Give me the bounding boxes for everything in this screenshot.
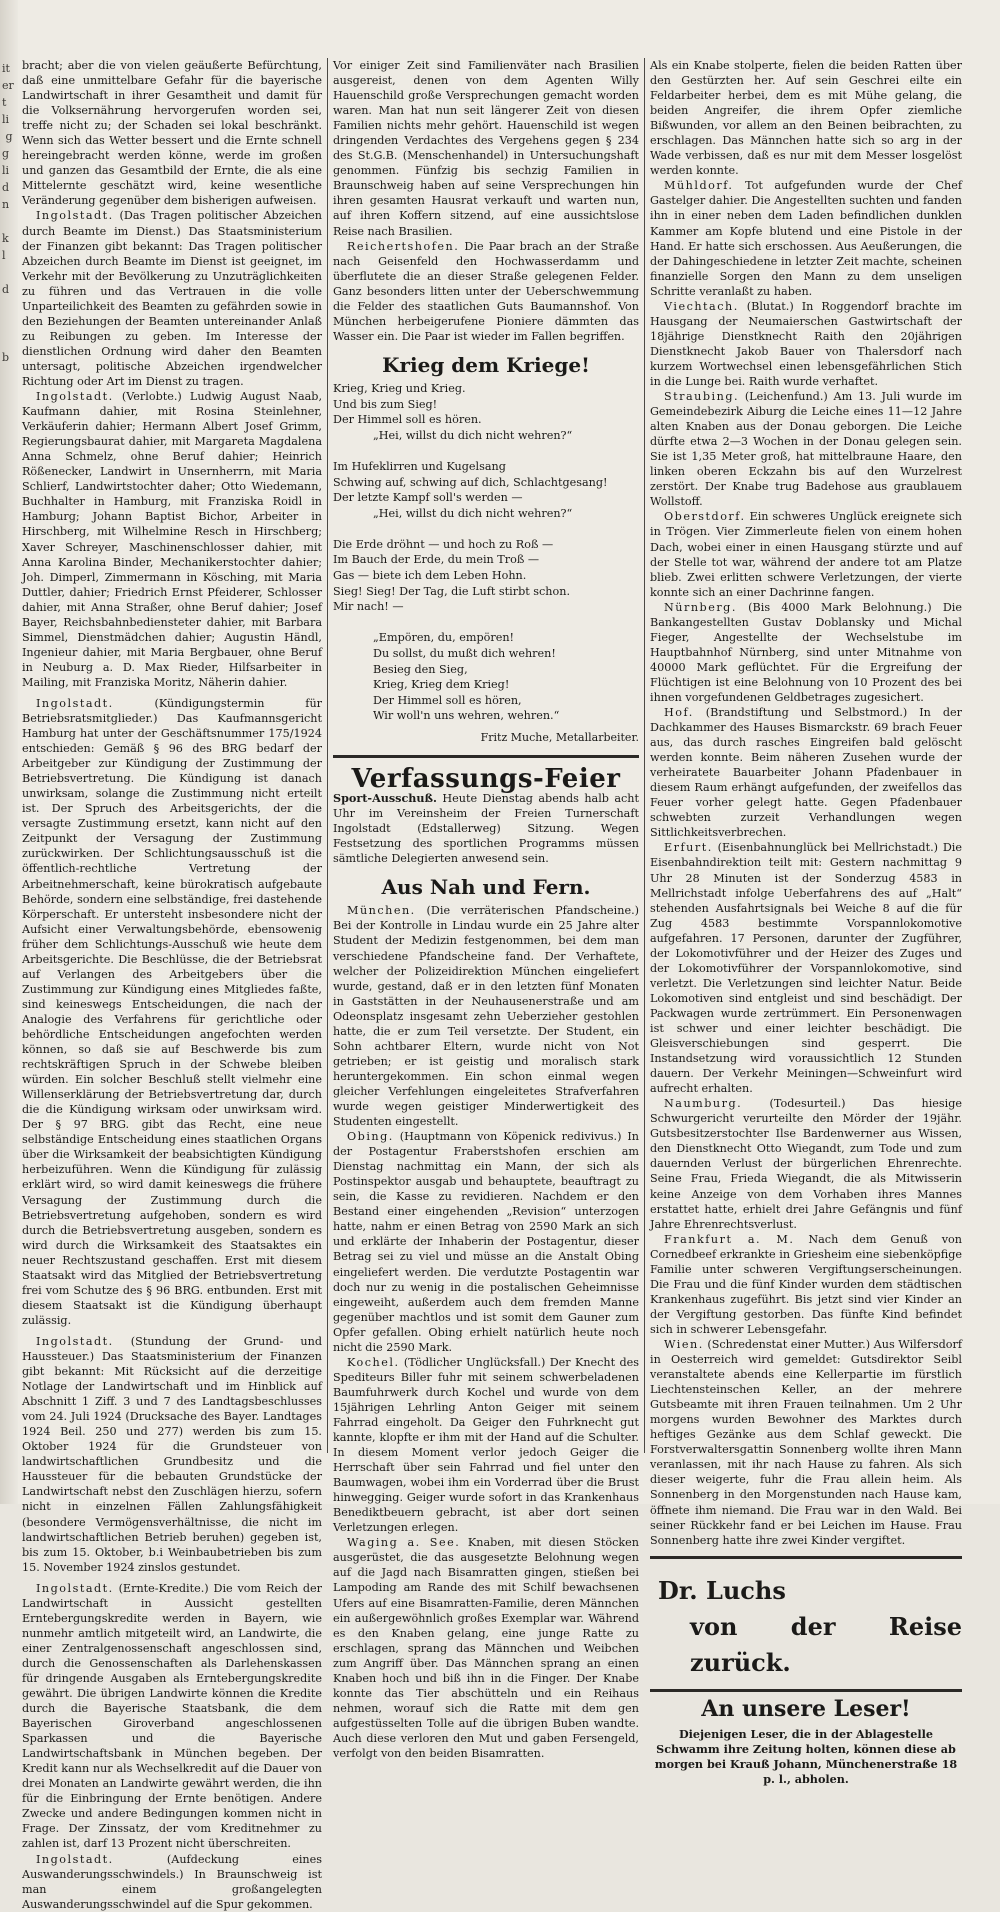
dateline: Oberstdorf. — [664, 510, 746, 524]
section-heading: Verfassungs-Feier — [351, 764, 621, 795]
column-2 — [333, 58, 639, 1760]
dateline: Ingolstadt. — [36, 696, 114, 710]
article-text: (Das Tragen politischer Abzeichen durch Beamte im Dienst.) Das Staatsministerium der Finanzen gibt bekannt: Das Tragen politischer Abzeichen durch Beamte im Dienst ist geeignet, im Verkehr mit der Bevölkerung zu Unzuträglichkeiten zu führen und das Vertrauen in die volle Unparteilichkeit des Beamten zu gefährden sowie in den Beziehungen der Beamten untereinander Anlaß zu Reibungen zu geben. Im Interesse der dienstlichen Ordnung wird daher den Beamten untersagt, politische Abzeichen irgendwelcher Richtung oder Art im Dienst zu tragen. — [22, 209, 322, 388]
dateline: Mühldorf. — [664, 179, 734, 193]
binding-edge — [0, 0, 18, 1504]
article-text: (Verlobte.) Ludwig August Naab, Kaufmann dahier, mit Rosina Steinlehner, Verkäuferin dahier; Hermann Albert Josef Grimm, Regierungsbaurat dahier, mit Margareta Magdalena Anna Schmelz, ohne Beruf dahier; Heinrich Rößenecker, Landwirt in Unsernherrn, mit Maria Schlierf, Landwirtstochter daher; Otto Wiedemann, Buchhalter in Hamburg, mit Franziska Roidl in Hamburg; Johann Baptist Bichor, Arbeiter in Hirschberg, mit Wilhelmine Resch in Hirschberg; Xaver Schreyer, Maschinenschlosser dahier, mit Anna Karolina Binder, Mechanikerstochter dahier; Joh. Dimperl, Zimmermann in Kösching, mit Maria Duttler, dahier; Friedrich Ernst Pfeiderer, Schlosser dahier, mit Anna Straßer, ohne Beruf dahier; Josef Bayer, Reichsbahnbediensteter dahier, mit Barbara Simmel, Dienstmädchen dahier; Augustin Händl, Ingenieur dahier, mit Maria Bergbauer, ohne Beruf in Neuburg a. D. Max Rieder, Hilfsarbeiter in Mailing, mit Franziska Moritz, Näherin dahier. — [22, 390, 322, 689]
poem-line: Die Erde dröhnt — und hoch zu Roß — — [333, 537, 554, 551]
poem-line: Besieg den Sieg, — [373, 662, 468, 676]
poem-line: Der Himmel soll es hören, — [373, 693, 522, 707]
column-divider — [327, 58, 328, 1453]
article-text: (Eisenbahnunglück bei Mellrichstadt.) Die Eisenbahndirektion teilt mit: Gestern nachmittag 9 Uhr 28 Minuten ist der Sonderzug 4583 in Mellrichstadt infolge Ueberfahrens des auf „Halt“ stehenden Ausfahrtsignals bei Weiche 8 auf die für Zug 4583 bestimmte Vorspannlokomotive aufgefahren. 17 Personen, darunter der Zugführer, der Lokomotivführer und der Heizer des Zuges und der Lokomotivführer der Vorspannlokomotive, sind verletzt. Die Verletzungen sind leichter Natur. Beide Lokomotiven sind entgleist und sind beschädigt. Der Packwagen wurde zertrümmert. Ein Personenwagen ist schwer und einer leichter beschädigt. Die Gleisverschiebungen sind gesperrt. Die Instandsetzung wird voraussichtlich 12 Stunden dauern. Der Verkehr Meiningen—Schweinfurt wird aufrecht erhalten. — [650, 841, 962, 1096]
poem-line — [333, 521, 639, 537]
article-text: (Stundung der Grund- und Haussteuer.) Das Staatsministerium der Finanzen gibt bekannt: Mit Rücksicht auf die derzeitige Notlage der Landwirtschaft und im Hinblick auf Abschnitt 1 Ziff. 3 und 7 des Landtagsbeschlusses vom 24. Juli 1924 (Drucksache des Bayer. Landtages 1924 Beil. 250 und 277) werden bis zum 15. Oktober 1924 für die Grundsteuer von landwirtschaftlichen Grundbesitz und die Haussteuer für die bebauten Grundstücke der Landwirtschaft nebst den Zuschlägen hierzu, sofern nicht in einzelnen Fällen Zahlungsfähigkeit (besondere Vermögensverhältnisse, die nicht im landwirtschaftlichen Betrieb beruhen) gegeben ist, bis zum 15. Oktober, b.i Weinbaubetrieben bis zum 15. November 1924 zinslos gestundet. — [22, 1334, 322, 1574]
edge-fragments: it er t li g g li d n k l d b — [2, 62, 14, 364]
article-text: Die Paar brach an der Straße nach Geisenfeld den Hochwasserdamm und überflutete die an dieser Straße gelegenen Felder. Ganz besonders litten unter der Ueberschwemmung die Felder des staatlichen Guts Baumannshof. Von München herbeigerufene Pioniere dämmten das Wasser ein. Die Paar ist wieder im Fallen begriffen. — [333, 239, 639, 343]
article-paragraph — [333, 903, 639, 1129]
article-paragraph — [650, 1337, 962, 1548]
section-rule — [333, 755, 639, 758]
poem-line: Schwing auf, schwing auf dich, Schlachtgesang! — [333, 475, 608, 489]
article-paragraph — [333, 239, 639, 344]
article-paragraph — [22, 1334, 322, 1575]
column-3 — [650, 58, 963, 1786]
poem-line: Der Himmel soll es hören. — [333, 413, 482, 427]
dateline: Straubing. — [664, 390, 740, 404]
dateline: Ingolstadt. — [36, 1581, 114, 1595]
announcement-lead: Sport-Ausschuß. — [333, 791, 437, 806]
article-paragraph — [22, 1581, 322, 1852]
dateline: Hof. — [664, 706, 694, 720]
poem-line: Im Hufeklirren und Kugelsang — [333, 459, 506, 473]
poem-line — [333, 443, 639, 459]
article-text: (Ernte-Kredite.) Die vom Reich der Landwirtschaft in Aussicht gestellten Erntebergungskredite werden in Bayern, wie nunmehr amtlich mitgeteilt wird, an Landwirte, die einer Zentralgenossenschaft angeschlossen sind, durch die Genossenschaften als Darlehenskassen für dringende Ausgaben als Erntebergungskredite gewährt. Die übrigen Landwirte können die Kredite durch die Bayerische Staatsbank, die dem Bayerischen Giroverband angeschlossenen Sparkassen und die Bayerische Landwirtschaftsbank in München begeben. Der Kredit kann nur als Wechselkredit auf die Dauer von drei Monaten an Landwirte gewährt werden, die ihn für die Einbringung der Ernte benötigen. Andere Zwecke und andere Bedingungen kommen nicht in Frage. Der Zinssatz, der vom Kreditnehmer zu zahlen ist, darf 13 Prozent nicht überschreiten. — [22, 1581, 322, 1851]
poem-title: Krieg dem Kriege! — [382, 352, 590, 377]
dateline: Wien. — [664, 1337, 704, 1351]
poem-line: „Empören, du, empören! — [373, 631, 515, 645]
article-paragraph — [650, 299, 962, 389]
poem-line: Sieg! Sieg! Der Tag, die Luft stirbt schon. — [333, 584, 571, 598]
poem-line: Krieg, Krieg dem Krieg! — [373, 678, 510, 692]
dateline: Naumburg. — [664, 1097, 743, 1111]
article-paragraph — [333, 1535, 639, 1761]
dateline: Waging a. See. — [347, 1536, 461, 1550]
dateline: Erfurt. — [664, 841, 713, 855]
dateline: Ingolstadt. — [36, 1852, 114, 1866]
poem-line — [333, 615, 639, 631]
advertisement-line: von der Reise zurück. — [690, 1611, 962, 1677]
article-text: (Kündigungstermin für Betriebsratsmitglieder.) Das Kaufmannsgericht Hamburg hat unter der Geschäftsnummer 175/1924 entschieden: Gemäß § 96 des BRG bedarf der Arbeitgeber zur Kündigung der Zustimmung der Betriebsvertretung. Die Kündigung ist danach unwirksam, solange die Zustimmung nicht erteilt ist. Der Spruch des Arbeitsgerichts, der die versagte Zustimmung ersetzt, kann nicht auf den Zeitpunkt der Versagung der Zustimmung zurückwirken. Der Schlichtungsausschuß ist die öffentlich-rechtliche Vertretung der Arbeitnehmerschaft, keine bürokratisch aufgebaute Behörde, sondern eine selbständige, frei dastehende Körperschaft. Er untersteht insbesondere nicht der Aufsicht einer Verwaltungsbehörde, ebensowenig früher dem Schlichtungs-Ausschuß wie heute dem Arbeitsgerichte. Die Beschlüsse, die der Betriebsrat auf Verlangen des Arbeitgebers über die Zustimmung zur Kündigung eines Mitgliedes faßte, sind keineswegs Entscheidungen, die nach der Analogie des Verfahrens für gerichtliche oder behördliche Entscheidungen angefochten werden können, so daß sie auf Beschwerde bis zum rechtskräftigen Spruch in der Schwebe bleiben würden. Ein solcher Beschluß stellt vielmehr eine Willenserklärung der Betriebsvertretung dar, durch die die Kündigung wirksam oder unwirksam wird. Der § 97 BRG. gibt das Recht, eine neue selbständige Entscheidung eines staatlichen Organs über die Wirksamkeit der beabsichtigten Kündigung herbeizuführen. Wenn die Kündigung für zulässig erklärt wird, so wird damit keineswegs die frühere Versagung der Zustimmung durch die Betriebsvertretung aufgehoben, sondern es wird durch die Betriebsvertretung ausgeben, sondern es wird durch die Wirksamkeit des Staatsaktes ein neuer Rechtszustand geschaffen. Erst mit diesem Staatsakt wird das Mitglied der Betriebsvertretung frei vom Schutze des § 96 BRG. entbunden. Erst mit diesem Staatsakt ist die Kündigung überhaupt zulässig. — [22, 696, 322, 1327]
dateline: München. — [347, 904, 416, 918]
article-paragraph — [650, 178, 962, 298]
poem-line: Im Bauch der Erde, du mein Troß — — [333, 553, 540, 567]
dateline: Frankfurt a. M. — [664, 1232, 795, 1246]
column-1 — [22, 58, 322, 1911]
article-text: Tot aufgefunden wurde der Chef Gastelger dahier. Die Angestellten suchten und fanden ihn in einer neben dem Laden befindlichen dunklen Kammer am Kopfe blutend und eine Pistole in der Hand. Er hatte sich erschossen. Aus Aeußerungen, die der Dahingeschiedene in letzter Zeit machte, scheinen finanzielle Sorgen den Mann zu dem unseligen Schritte veranlaßt zu haben. — [650, 179, 962, 298]
article-text: Nach dem Genuß von Cornedbeef erkrankte in Griesheim eine siebenköpfige Familie unter schweren Vergiftungserscheinungen. Die Frau und die fünf Kinder wurden dem städtischen Krankenhaus zugeführt. Bis jetzt sind vier Kinder an der Vergiftung gestorben. Das fünfte Kind befindet sich in schwerer Lebensgefahr. — [650, 1232, 962, 1336]
poem-line: Der letzte Kampf soll's werden — — [333, 491, 523, 505]
advertisement-line: Dr. Luchs — [658, 1575, 786, 1605]
article-paragraph — [650, 1096, 962, 1231]
article-text: (Hauptmann von Köpenick redivivus.) In der Postagentur Fraberstshofen erschien am Dienstag nachmittag ein Mann, der sich als Postinspektor ausgab und behauptete, beauftragt zu sein, die Kasse zu revidieren. Nachdem er den Bestand einer eingehenden „Revision“ unterzogen hatte, nahm er einen Betrag von 2590 Mark an sich und erklärte der Inhaberin der Postagentur, dieser Betrag sei zu viel und müsse an die Anstalt Obing eingeliefert werden. Die verdutzte Postagentin war doch nur zu wenig in die postalischen Geheimnisse eingeweiht, außerdem auch dem fremden Manne gegenüber machtlos und ist somit dem Gauner zum Opfer gefallen. Obing erhielt natürlich heute noch nicht die 2590 Mark. — [333, 1130, 639, 1354]
article-paragraph: Vor einiger Zeit sind Familienväter nach Brasilien ausgereist, denen von dem Agenten Willy Hauenschild große Versprechungen gemacht worden waren. Man hat nun seit längerer Zeit von diesen Familien nichts mehr gehört. Hauenschild ist wegen dringenden Verdachtes des Vergehens gegen § 234 des St.G.B. (Menschenhandel) in Untersuchungshaft genommen. Fünfzig bis sechzig Familien in Braunschweig haben auf seine Versprechungen hin ihren gesamten Hausrat verkauft und warten nun, auf ihren Koffern sitzend, auf eine aussichtslose Reise nach Brasilien. — [333, 59, 639, 238]
dateline: Kochel. — [347, 1355, 400, 1369]
advertisement-rule — [650, 1556, 962, 1559]
article-text: (Aufdeckung eines Auswanderungsschwindels.) In Braunschweig ist man einem großangelegten Auswanderungsschwindel auf die Spur gekommen. — [22, 1852, 322, 1911]
section-heading: Aus Nah und Fern. — [381, 875, 591, 900]
article-paragraph — [22, 1852, 322, 1912]
article-text: Ein schweres Unglück ereignete sich in Trögen. Vier Zimmerleute fielen von einem hohen Dach, wobei einer in einen Hausgang stürzte und auf der Stelle tot war, während der andere tot am Platze blieb. Zwei erlitten schwere Verletzungen, der vierte konnte sich an einer Dachrinne fangen. — [650, 510, 962, 599]
article-text: (Leichenfund.) Am 13. Juli wurde im Gemeindebezirk Aiburg die Leiche eines 11—12 Jahre alten Knaben aus der Donau geborgen. Die Leiche dürfte etwa 2—3 Wochen in der Donau gelegen sein. Sie ist 1,35 Meter groß, hat mittelbraune Haare, den linken oberen Eckzahn bis auf den Wurzelrest zerstört. Der Knabe trug Badehose aus graublauem Wollstoff. — [650, 390, 962, 509]
column-divider — [644, 58, 645, 1453]
article-paragraph — [333, 1129, 639, 1355]
poem-line: „Hei, willst du dich nicht wehren?“ — [373, 506, 573, 520]
article-paragraph — [22, 389, 322, 690]
dateline: Obing. — [347, 1130, 394, 1144]
advertisement-rule — [650, 1689, 962, 1692]
dateline: Reichertshofen. — [347, 239, 460, 253]
article-text: (Todesurteil.) Das hiesige Schwurgericht verurteilte den Mörder der 19jähr. Gutsbesitzerstochter Ilse Bardenwerner aus Wissen, den Dienstknecht Otto Wiegandt, zum Tode und zum dauernden Verlust der bürgerlichen Ehrenrechte. Seine Frau, Frieda Wiegandt, die als Mitwisserin keine Anzeige von dem Vorhaben ihres Mannes erstattet hatte, erhielt drei Jahre Gefängnis und fünf Jahre Ehrenrechtsverlust. — [650, 1097, 962, 1231]
notice-body: Diejenigen Leser, die in der Ablagestelle Schwamm ihre Zeitung holten, können diese ab morgen bei Krauß Johann, Münchenerstraße 18 p. l., abholen. — [654, 1726, 958, 1786]
poem-line: Krieg, Krieg und Krieg. — [333, 381, 466, 395]
poem-line: Du sollst, du mußt dich wehren! — [373, 647, 556, 661]
article-paragraph — [333, 1355, 639, 1536]
poem-line: Und bis zum Sieg! — [333, 397, 438, 411]
article-paragraph — [650, 705, 962, 840]
article-paragraph — [22, 696, 322, 1328]
article-text: (Bis 4000 Mark Belohnung.) Die Bankangestellten Gustav Doblansky und Michal Fieger, Angestellte der Wechselstube im Hauptbahnhof Nürnberg, sind unter Mitnahme von 40000 Mark geflüchtet. Für die Ergreifung der Flüchtigen ist eine Belohnung von 10 Prozent des bei ihnen vorgefundenen Geldbetrages zugesichert. — [650, 600, 962, 704]
poem-line: Gas — biete ich dem Leben Hohn. — [333, 569, 527, 583]
announcement-text: Heute Dienstag abends halb acht Uhr im Vereinsheim der Freien Turnerschaft Ingolstadt (Edstallerweg) Sitzung. Wegen Festsetzung des sportlichen Programms müssen sämtliche Delegierten anwesend sein. — [333, 792, 639, 866]
article-text: Knaben, mit diesen Stöcken ausgerüstet, die das ausgesetzte Belohnung wegen auf die Jagd nach Bisamratten gingen, stießen bei Lampoding am Rande des mit Schilf bewachsenen Ufers auf eine Bisamratten-Familie, deren Männchen ein außergewöhnlich großes Exemplar war. Während es den Knaben gelang, eine junge Ratte zu erschlagen, sprang das Männchen und Weibchen zum Angriff über. Das Männchen sprang an einen Knaben hoch und biß ihn in die Finger. Der Knabe konnte das Tier abschütteln und ein Reihaus nehmen, worauf sich die Ratte mit dem gen aufgestüsselten Tolle auf die übrigen Buben wandte. Auch diese verloren den Mut und gaben Fersengeld, verfolgt von den beiden Bisamratten. — [333, 1536, 639, 1760]
article-paragraph: bracht; aber die von vielen geäußerte Befürchtung, daß eine unmittelbare Gefahr für die bayerische Landwirtschaft in ihrer Gesamtheit und damit für die Volksernährung hervorgerufen worden sei, treffe nicht zu; der Schaden sei lokal beschränkt. Wenn sich das Wetter bessert und die Ernte schnell hereingebracht werden könne, werde im großen und ganzen das Gesamtbild der Ernte, die als eine Mittelernte geschätzt wird, keine wesentliche Veränderung gegenüber dem bisherigen aufweisen. — [22, 59, 322, 208]
dateline: Ingolstadt. — [36, 1334, 114, 1348]
dateline: Nürnberg. — [664, 600, 737, 614]
article-paragraph — [650, 600, 962, 705]
article-paragraph — [22, 208, 322, 389]
advertisement-doctor — [650, 1573, 962, 1681]
article-text: (Tödlicher Unglücksfall.) Der Knecht des Spediteurs Biller fuhr mit seinem schwerbeladenen Baumfuhrwerk durch Kochel und wurde von dem 15jährigen Lehrling Anton Geiger mit seinem Fahrrad eingeholt. Da Geiger den Fuhrknecht gut kannte, klopfte er ihm mit der Hand auf die Schulter. In diesem Moment verlor jedoch Geiger die Herrschaft über sein Fahrrad und fiel unter den Baumwagen, wobei ihm ein Vorderrad über die Brust hinwegging. Geiger wurde sofort in das Krankenhaus Benediktbeuern gebracht, ist aber dort seinen Verletzungen erlegen. — [333, 1355, 639, 1535]
poem-line: Wir woll'n uns wehren, wehren.“ — [373, 709, 560, 723]
poem-line: „Hei, willst du dich nicht wehren?“ — [373, 428, 573, 442]
poem-author: Fritz Muche, Metallarbeiter. — [480, 731, 639, 744]
article-text: (Schredenstat einer Mutter.) Aus Wilfersdorf in Oesterreich wird gemeldet: Gutsdirektor Seibl veranstaltete abends eine Kellerpartie im fürstlich Liechtensteinschen Keller, an der mehrere Gutsbeamte mit ihren Frauen teilnahmen. Um 2 Uhr morgens wurden Bewohner des Marktes durch heftiges Gezänke aus dem Schlaf geweckt. Die Forstverwaltersgattin Sonnenberg wollte ihren Mann veranlassen, mit ihr nach Hause zu fahren. Als sich dieser weigerte, fuhr die Frau allein heim. Als Sonnenberg in den Morgenstunden nach Hause kam, öffnete ihm niemand. Die Frau war in den Wald. Bei seiner Rückkehr fand er bei Leichen im Hause. Frau Sonnenberg hatte ihre zwei Kinder vergiftet. — [650, 1337, 962, 1547]
poem — [333, 381, 639, 724]
dateline: Ingolstadt. — [36, 390, 114, 404]
notice-heading: An unsere Leser! — [701, 1695, 911, 1722]
article-paragraph — [650, 840, 962, 1096]
article-text: (Die verräterischen Pfandscheine.) Bei der Kontrolle in Lindau wurde ein 25 Jahre alter Student der Medizin festgenommen, bei dem man verschiedene Pfandscheine fand. Der Verhaftete, welcher der Polizeidirektion München eingeliefert wurde, gestand, daß er in den letzten fünf Monaten in Gaststätten in der Neuhausenerstraße und am Odeonsplatz insgesamt zehn Ueberzieher gestohlen hatte, die er zum Teil versetzte. Der Student, ein Sohn achtbarer Eltern, wurde nicht von Not getrieben; er ist geistig und moralisch stark heruntergekommen. Ein schon einmal wegen gleicher Verfehlungen eingeleitetes Strafverfahren wurde wegen geistiger Minderwertigkeit des Studenten eingestellt. — [333, 904, 639, 1129]
poem-line: Mir nach! — — [333, 600, 404, 614]
article-paragraph — [650, 1232, 962, 1337]
article-paragraph — [650, 509, 962, 599]
article-text: (Brandstiftung und Selbstmord.) In der Dachkammer des Hauses Bismarckstr. 69 brach Feuer aus, das durch rasches Eingreifen bald gelöscht werden konnte. Beim näheren Zusehen wurde der verheiratete Bauarbeiter Johann Pfadenbauer in diesem Raum erhängt aufgefunden, der zweifellos das Feuer vorher gelegt hatte. Gegen Pfadenbauer schwebten zurzeit Verhandlungen wegen Sittlichkeitsverbrechen. — [650, 706, 962, 840]
article-text: (Blutat.) In Roggendorf brachte im Hausgang der Neumaierschen Gastwirtschaft der 18jährige Dienstknecht Raith den 20jährigen Dienstknecht Jakob Bauer von Thalersdorf nach kurzem Wortwechsel einen lebensgefährlichen Stich in die Lunge bei. Raith wurde verhaftet. — [650, 299, 963, 388]
article-paragraph: Als ein Knabe stolperte, fielen die beiden Ratten über den Gestürzten her. Auf sein Geschrei eilte ein Feldarbeiter herbei, dem es mit Mühe gelang, die beiden Angreifer, die ihrem Opfer ziemliche Bißwunden, vor allem an den Beinen beibrachten, zu erschlagen. Das Männchen hatte sich so arg in der Wade verbissen, daß es nur mit dem Messer losgelöst werden konnte. — [650, 59, 962, 178]
announcement — [333, 791, 639, 866]
dateline: Ingolstadt. — [36, 209, 114, 223]
dateline: Viechtach. — [664, 299, 739, 313]
article-paragraph — [650, 389, 962, 509]
